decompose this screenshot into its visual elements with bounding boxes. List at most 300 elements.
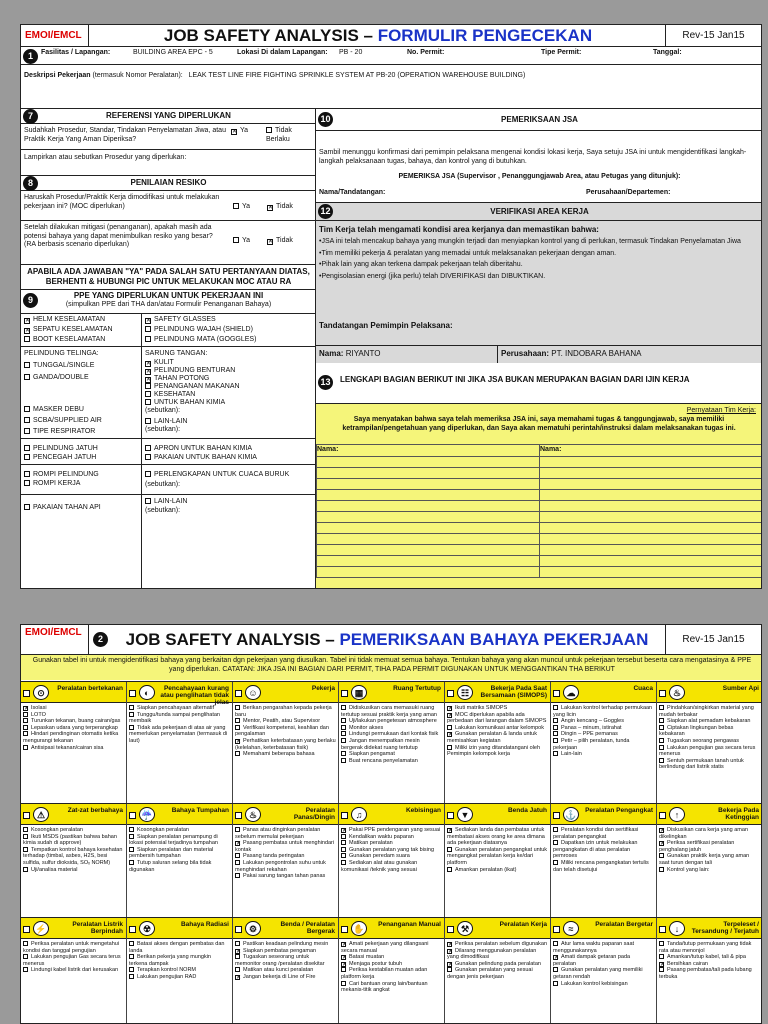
ppe-boots[interactable]	[24, 336, 105, 345]
control-checkbox[interactable]	[235, 725, 240, 730]
permit-no-label[interactable]: No. Permit:	[407, 49, 445, 56]
hazard-control-item[interactable]	[341, 967, 442, 980]
control-checkbox[interactable]	[23, 725, 28, 730]
hazard-category[interactable]	[21, 682, 127, 704]
control-checkbox[interactable]	[341, 860, 346, 865]
control-checkbox[interactable]	[341, 731, 346, 736]
control-checkbox[interactable]	[659, 828, 664, 833]
control-checkbox[interactable]	[553, 751, 558, 756]
control-checkbox[interactable]	[23, 867, 28, 872]
hazard-category[interactable]	[233, 804, 339, 826]
hazard-control-item[interactable]	[447, 712, 548, 725]
hazard-control-item[interactable]	[659, 827, 760, 840]
hazard-control-item[interactable]	[23, 834, 124, 847]
hazard-category-checkbox[interactable]	[659, 926, 666, 933]
hazard-control-item[interactable]	[447, 827, 548, 847]
control-checkbox[interactable]	[447, 713, 452, 718]
control-checkbox[interactable]	[447, 942, 452, 947]
hazard-control-item[interactable]	[447, 948, 548, 961]
control-checkbox[interactable]	[659, 725, 664, 730]
control-checkbox[interactable]	[659, 954, 664, 959]
control-checkbox[interactable]	[235, 860, 240, 865]
procedure-attach[interactable]	[21, 150, 316, 176]
hazard-control-item[interactable]	[553, 967, 654, 980]
control-checkbox[interactable]	[553, 941, 558, 946]
hazard-control-item[interactable]	[235, 974, 336, 981]
hazard-control-item[interactable]	[447, 961, 548, 968]
control-checkbox[interactable]	[659, 841, 664, 846]
control-checkbox[interactable]	[553, 718, 558, 723]
glove-other-specify[interactable]: (sebutkan):	[145, 426, 181, 433]
control-checkbox[interactable]	[235, 949, 240, 954]
hazard-control-item[interactable]	[341, 834, 442, 841]
hazard-control-item[interactable]	[659, 867, 760, 874]
hazard-control-item[interactable]	[553, 981, 654, 988]
hazard-category[interactable]	[21, 804, 127, 826]
hazard-control-item[interactable]	[341, 961, 442, 968]
hazard-category[interactable]	[127, 918, 233, 940]
hazard-control-item[interactable]	[341, 751, 442, 758]
control-checkbox[interactable]	[23, 712, 28, 717]
hazard-category[interactable]	[21, 918, 127, 940]
control-checkbox[interactable]	[341, 955, 346, 960]
hazard-control-item[interactable]	[23, 827, 124, 834]
hazard-control-item[interactable]	[553, 954, 654, 967]
hazard-control-item[interactable]	[23, 745, 124, 752]
name-cell[interactable]	[540, 556, 763, 567]
hazard-control-item[interactable]	[341, 738, 442, 751]
hazard-category-checkbox[interactable]	[553, 812, 560, 819]
hazard-control-item[interactable]	[129, 860, 230, 873]
control-checkbox[interactable]	[235, 975, 240, 980]
hazard-control-item[interactable]	[235, 718, 336, 725]
ppe-goggles[interactable]	[145, 336, 256, 345]
control-checkbox[interactable]	[235, 827, 240, 832]
control-checkbox[interactable]	[553, 725, 558, 730]
hazard-controls	[339, 825, 445, 917]
hazard-control-item[interactable]	[341, 981, 442, 994]
control-checkbox[interactable]	[553, 981, 558, 986]
hazard-category-checkbox[interactable]	[447, 926, 454, 933]
hazard-category-checkbox[interactable]	[447, 812, 454, 819]
hazard-control-item[interactable]	[341, 725, 442, 732]
ref-yes-check[interactable]	[231, 127, 248, 136]
hazard-control-item[interactable]	[553, 941, 654, 954]
control-checkbox[interactable]	[235, 853, 240, 858]
resp-type[interactable]	[24, 428, 95, 437]
name-cell[interactable]	[540, 567, 763, 578]
checker-company[interactable]: Perusahaan/Departemen:	[586, 189, 671, 196]
ppe-other-specify[interactable]: (sebutkan):	[145, 507, 181, 514]
hazard-control-item[interactable]	[659, 758, 760, 771]
control-checkbox[interactable]	[553, 827, 558, 832]
ppe-helmet[interactable]	[24, 316, 105, 325]
ppe-glasses[interactable]	[145, 316, 216, 325]
hazard-control-item[interactable]	[129, 725, 230, 745]
hazard-control-item[interactable]	[235, 827, 336, 840]
control-checkbox[interactable]	[129, 705, 134, 710]
name-cell[interactable]	[317, 556, 540, 567]
hazard-category-checkbox[interactable]	[659, 690, 666, 697]
hazard-category[interactable]	[127, 682, 233, 704]
control-checkbox[interactable]	[341, 962, 346, 967]
name-cell[interactable]	[540, 545, 763, 556]
control-checkbox[interactable]	[447, 725, 452, 730]
control-checkbox[interactable]	[341, 840, 346, 845]
control-checkbox[interactable]	[235, 954, 240, 959]
hazard-category[interactable]	[339, 682, 445, 704]
vest-protect[interactable]	[24, 471, 99, 480]
control-checkbox[interactable]	[553, 860, 558, 865]
hazard-category-checkbox[interactable]	[23, 812, 30, 819]
hazard-control-item[interactable]	[341, 705, 442, 718]
control-checkbox[interactable]	[341, 942, 346, 947]
hazard-control-item[interactable]	[553, 725, 654, 732]
control-checkbox[interactable]	[235, 841, 240, 846]
hazard-category[interactable]	[127, 804, 233, 826]
resp-dust[interactable]	[24, 406, 84, 415]
hazard-category-checkbox[interactable]	[447, 690, 454, 697]
hazard-control-item[interactable]	[23, 867, 124, 874]
hazard-control-item[interactable]	[23, 941, 124, 954]
hazard-control-item[interactable]	[23, 712, 124, 719]
name-cell[interactable]	[317, 534, 540, 545]
fall-prevent[interactable]	[24, 454, 96, 463]
hazard-control-item[interactable]	[235, 860, 336, 873]
control-checkbox[interactable]	[341, 751, 346, 756]
leader-name[interactable]	[316, 346, 498, 363]
date-label[interactable]: Tanggal:	[653, 49, 682, 56]
hazard-control-item[interactable]	[23, 718, 124, 725]
hazard-control-item[interactable]	[235, 941, 336, 948]
control-checkbox[interactable]	[129, 847, 134, 852]
ear-single[interactable]	[24, 362, 94, 371]
hazard-category[interactable]	[551, 918, 657, 940]
name-cell[interactable]	[317, 512, 540, 523]
hazard-control-item[interactable]	[553, 840, 654, 860]
control-checkbox[interactable]	[129, 974, 134, 979]
hazard-category-checkbox[interactable]	[341, 812, 348, 819]
hazard-control-item[interactable]	[447, 705, 548, 712]
hazard-control-item[interactable]	[659, 941, 760, 954]
control-checkbox[interactable]	[129, 827, 134, 832]
control-checkbox[interactable]	[235, 705, 240, 710]
hazard-category-checkbox[interactable]	[553, 690, 560, 697]
hazard-control-item[interactable]	[129, 967, 230, 974]
hazard-category-checkbox[interactable]	[23, 926, 30, 933]
risk-q1-yes[interactable]	[233, 203, 250, 212]
facility-value[interactable]: BUILDING AREA EPC - 5	[133, 49, 213, 56]
hazard-control-item[interactable]	[553, 751, 654, 758]
control-checkbox[interactable]	[129, 967, 134, 972]
weather-gear[interactable]	[145, 471, 289, 480]
control-checkbox[interactable]	[129, 712, 134, 717]
hazard-control-item[interactable]	[129, 834, 230, 847]
control-checkbox[interactable]	[341, 834, 346, 839]
hazard-category-checkbox[interactable]	[129, 812, 136, 819]
control-checkbox[interactable]	[659, 738, 664, 743]
hazard-control-item[interactable]	[659, 967, 760, 980]
hazard-category-checkbox[interactable]	[341, 690, 348, 697]
hazard-category[interactable]	[445, 804, 551, 826]
permit-type-label[interactable]: Tipe Permit:	[541, 49, 582, 56]
hazard-control-item[interactable]	[129, 974, 230, 981]
control-checkbox[interactable]	[447, 949, 452, 954]
hazard-control-item[interactable]	[23, 725, 124, 732]
control-checkbox[interactable]	[23, 847, 28, 852]
name-cell[interactable]	[540, 479, 763, 490]
job-desc-value[interactable]: LEAK TEST LINE FIRE FIGHTING SPRINKLE SYSTEM AT PB-20 (OPERATION WAREHOUSE BUILDING)	[188, 72, 526, 79]
hazard-control-item[interactable]	[23, 967, 124, 974]
hazard-control-item[interactable]	[341, 827, 442, 834]
control-checkbox[interactable]	[341, 853, 346, 858]
hazard-control-item[interactable]	[23, 954, 124, 967]
control-checkbox[interactable]	[447, 962, 452, 967]
name-cell[interactable]	[317, 523, 540, 534]
hazard-control-item[interactable]	[129, 847, 230, 860]
hazard-category[interactable]	[339, 918, 445, 940]
control-checkbox[interactable]	[341, 828, 346, 833]
hazard-category[interactable]	[657, 918, 762, 940]
name-cell[interactable]	[317, 567, 540, 578]
hazard-control-item[interactable]	[447, 731, 548, 744]
hazard-control-item[interactable]	[235, 751, 336, 758]
control-checkbox[interactable]	[447, 745, 452, 750]
control-checkbox[interactable]	[23, 718, 28, 723]
control-checkbox[interactable]	[129, 860, 134, 865]
glove-specify[interactable]: (sebutkan):	[145, 407, 181, 414]
control-checkbox[interactable]	[235, 941, 240, 946]
name-cell[interactable]	[317, 457, 540, 468]
control-checkbox[interactable]	[659, 705, 664, 710]
control-checkbox[interactable]	[659, 745, 664, 750]
hazard-category-checkbox[interactable]	[341, 926, 348, 933]
hazard-control-item[interactable]	[235, 967, 336, 974]
hazard-category[interactable]	[551, 682, 657, 704]
name-cell[interactable]	[317, 490, 540, 501]
control-checkbox[interactable]	[235, 967, 240, 972]
name-cell[interactable]	[317, 468, 540, 479]
name-cell[interactable]	[317, 479, 540, 490]
control-checkbox[interactable]	[235, 751, 240, 756]
hazard-control-item[interactable]	[447, 941, 548, 948]
hazard-category-checkbox[interactable]	[129, 690, 136, 697]
hazard-control-item[interactable]	[553, 731, 654, 738]
hazard-control-item[interactable]	[447, 847, 548, 867]
control-checkbox[interactable]	[659, 941, 664, 946]
hazard-control-item[interactable]	[23, 705, 124, 712]
hazard-category-checkbox[interactable]	[235, 926, 242, 933]
hazard-control-item[interactable]	[341, 731, 442, 738]
control-checkbox[interactable]	[447, 867, 452, 872]
control-checkbox[interactable]	[447, 828, 452, 833]
hazard-category[interactable]	[657, 682, 762, 704]
hazard-control-item[interactable]	[235, 948, 336, 955]
control-checkbox[interactable]	[235, 739, 240, 744]
control-checkbox[interactable]	[23, 745, 28, 750]
ppe-shield[interactable]	[145, 326, 253, 335]
control-checkbox[interactable]	[341, 705, 346, 710]
control-checkbox[interactable]	[659, 853, 664, 858]
checker-name-sign[interactable]: Nama/Tandatangan:	[319, 189, 386, 196]
control-checkbox[interactable]	[447, 967, 452, 972]
control-checkbox[interactable]	[129, 954, 134, 959]
name-cell[interactable]	[540, 490, 763, 501]
hazard-control-item[interactable]	[341, 860, 442, 873]
location-value[interactable]: PB - 20	[339, 49, 363, 56]
name-cell[interactable]	[540, 457, 763, 468]
hazard-control-item[interactable]	[341, 954, 442, 961]
hazard-control-item[interactable]	[235, 705, 336, 718]
control-checkbox[interactable]	[659, 967, 664, 972]
control-checkbox[interactable]	[23, 967, 28, 972]
control-checkbox[interactable]	[235, 718, 240, 723]
hazard-category-checkbox[interactable]	[659, 812, 666, 819]
vest-work[interactable]	[24, 480, 80, 489]
hazard-control-item[interactable]	[447, 725, 548, 732]
control-checkbox[interactable]	[129, 834, 134, 839]
control-checkbox[interactable]	[23, 706, 28, 711]
name-cell[interactable]	[540, 468, 763, 479]
hazard-category[interactable]	[445, 918, 551, 940]
control-checkbox[interactable]	[341, 718, 346, 723]
hazard-control-item[interactable]	[129, 954, 230, 967]
hazard-control-item[interactable]	[235, 873, 336, 880]
control-checkbox[interactable]	[129, 725, 134, 730]
name-cell[interactable]	[540, 501, 763, 512]
control-checkbox[interactable]	[341, 725, 346, 730]
hazard-control-item[interactable]	[659, 705, 760, 718]
control-checkbox[interactable]	[341, 981, 346, 986]
hazard-control-item[interactable]	[23, 847, 124, 867]
ppe-shoes[interactable]	[24, 326, 113, 335]
hazard-control-item[interactable]	[129, 827, 230, 834]
control-label: Matikan peralatan	[349, 840, 393, 847]
hazard-category-checkbox[interactable]	[129, 926, 136, 933]
apron-chem[interactable]	[145, 445, 252, 454]
clothes-chem[interactable]	[145, 454, 257, 463]
control-checkbox[interactable]	[553, 840, 558, 845]
control-checkbox[interactable]	[23, 941, 28, 946]
hazard-category[interactable]	[445, 682, 551, 704]
control-checkbox[interactable]	[447, 732, 452, 737]
hazard-control-item[interactable]	[447, 745, 548, 758]
hazard-control-item[interactable]	[341, 758, 442, 765]
hazard-category-checkbox[interactable]	[553, 926, 560, 933]
ear-double[interactable]	[24, 374, 89, 383]
hazard-category-checkbox[interactable]	[235, 812, 242, 819]
hazard-control-item[interactable]	[129, 941, 230, 954]
hazard-control-item[interactable]	[235, 954, 336, 967]
control-checkbox[interactable]	[23, 954, 28, 959]
hazard-category-checkbox[interactable]	[235, 690, 242, 697]
risk-q2-no[interactable]	[267, 237, 293, 246]
risk-q1-no[interactable]	[267, 203, 293, 212]
control-checkbox[interactable]	[341, 758, 346, 763]
hazard-control-item[interactable]	[659, 745, 760, 758]
hazard-control-item[interactable]	[341, 941, 442, 954]
control-checkbox[interactable]	[659, 718, 664, 723]
hazard-control-item[interactable]	[659, 840, 760, 853]
control-checkbox[interactable]	[341, 967, 346, 972]
name-cell[interactable]	[317, 501, 540, 512]
hazard-control-item[interactable]	[553, 718, 654, 725]
hazard-control-item[interactable]	[235, 725, 336, 738]
hazard-control-item[interactable]	[129, 712, 230, 725]
control-checkbox[interactable]	[553, 967, 558, 972]
leader-company[interactable]	[498, 346, 762, 363]
hazard-control-item[interactable]	[341, 847, 442, 854]
hazard-control-item[interactable]	[235, 738, 336, 751]
name-cell[interactable]	[317, 545, 540, 556]
hazard-category[interactable]	[657, 804, 762, 826]
hazard-control-item[interactable]	[341, 840, 442, 847]
fire-resist[interactable]	[24, 504, 101, 513]
control-checkbox[interactable]	[553, 705, 558, 710]
control-checkbox[interactable]	[659, 962, 664, 967]
hazard-category[interactable]	[551, 804, 657, 826]
hazard-control-item[interactable]	[235, 853, 336, 860]
hazard-category[interactable]	[339, 804, 445, 826]
hazard-control-item[interactable]	[341, 718, 442, 725]
leader-signature[interactable]: Tandatangan Pemimpin Pelaksana:	[319, 321, 453, 330]
hazard-control-item[interactable]	[659, 725, 760, 738]
hazard-control-item[interactable]	[553, 738, 654, 751]
control-checkbox[interactable]	[235, 873, 240, 878]
control-checkbox[interactable]	[553, 738, 558, 743]
name-cell[interactable]	[540, 534, 763, 545]
control-checkbox[interactable]	[659, 867, 664, 872]
ref-na-check[interactable]	[266, 127, 314, 144]
control-checkbox[interactable]	[659, 758, 664, 763]
hazard-control-item[interactable]	[447, 967, 548, 980]
control-checkbox[interactable]	[23, 731, 28, 736]
control-checkbox[interactable]	[553, 731, 558, 736]
hazard-control-item[interactable]	[659, 718, 760, 725]
hazard-control-item[interactable]	[659, 961, 760, 968]
risk-q2-yes[interactable]	[233, 237, 250, 246]
weather-specify[interactable]: (sebutkan):	[145, 481, 181, 488]
ppe-other[interactable]	[145, 498, 187, 507]
hazard-control-item[interactable]	[553, 860, 654, 873]
hazard-control-item[interactable]	[235, 840, 336, 853]
fall-protect[interactable]	[24, 445, 98, 454]
hazard-control-item[interactable]	[23, 731, 124, 744]
hazard-control-item[interactable]	[553, 705, 654, 718]
name-cell[interactable]	[540, 523, 763, 534]
control-checkbox[interactable]	[447, 706, 452, 711]
control-checkbox[interactable]	[23, 827, 28, 832]
control-checkbox[interactable]	[129, 941, 134, 946]
hazard-control-item[interactable]	[659, 738, 760, 745]
hazard-category[interactable]	[233, 682, 339, 704]
hazard-control-item[interactable]	[659, 853, 760, 866]
resp-scba[interactable]	[24, 417, 102, 426]
name-cell[interactable]	[540, 512, 763, 523]
hazard-control-item[interactable]	[659, 954, 760, 961]
control-checkbox[interactable]	[341, 738, 346, 743]
control-checkbox[interactable]	[341, 847, 346, 852]
hazard-control-item[interactable]	[129, 705, 230, 712]
hazard-control-item[interactable]	[553, 827, 654, 840]
hazard-control-item[interactable]	[341, 853, 442, 860]
control-checkbox[interactable]	[447, 847, 452, 852]
control-checkbox[interactable]	[553, 955, 558, 960]
hazard-category-checkbox[interactable]	[23, 690, 30, 697]
hazard-control-item[interactable]	[447, 867, 548, 874]
hazard-category[interactable]	[233, 918, 339, 940]
control-checkbox[interactable]	[23, 834, 28, 839]
